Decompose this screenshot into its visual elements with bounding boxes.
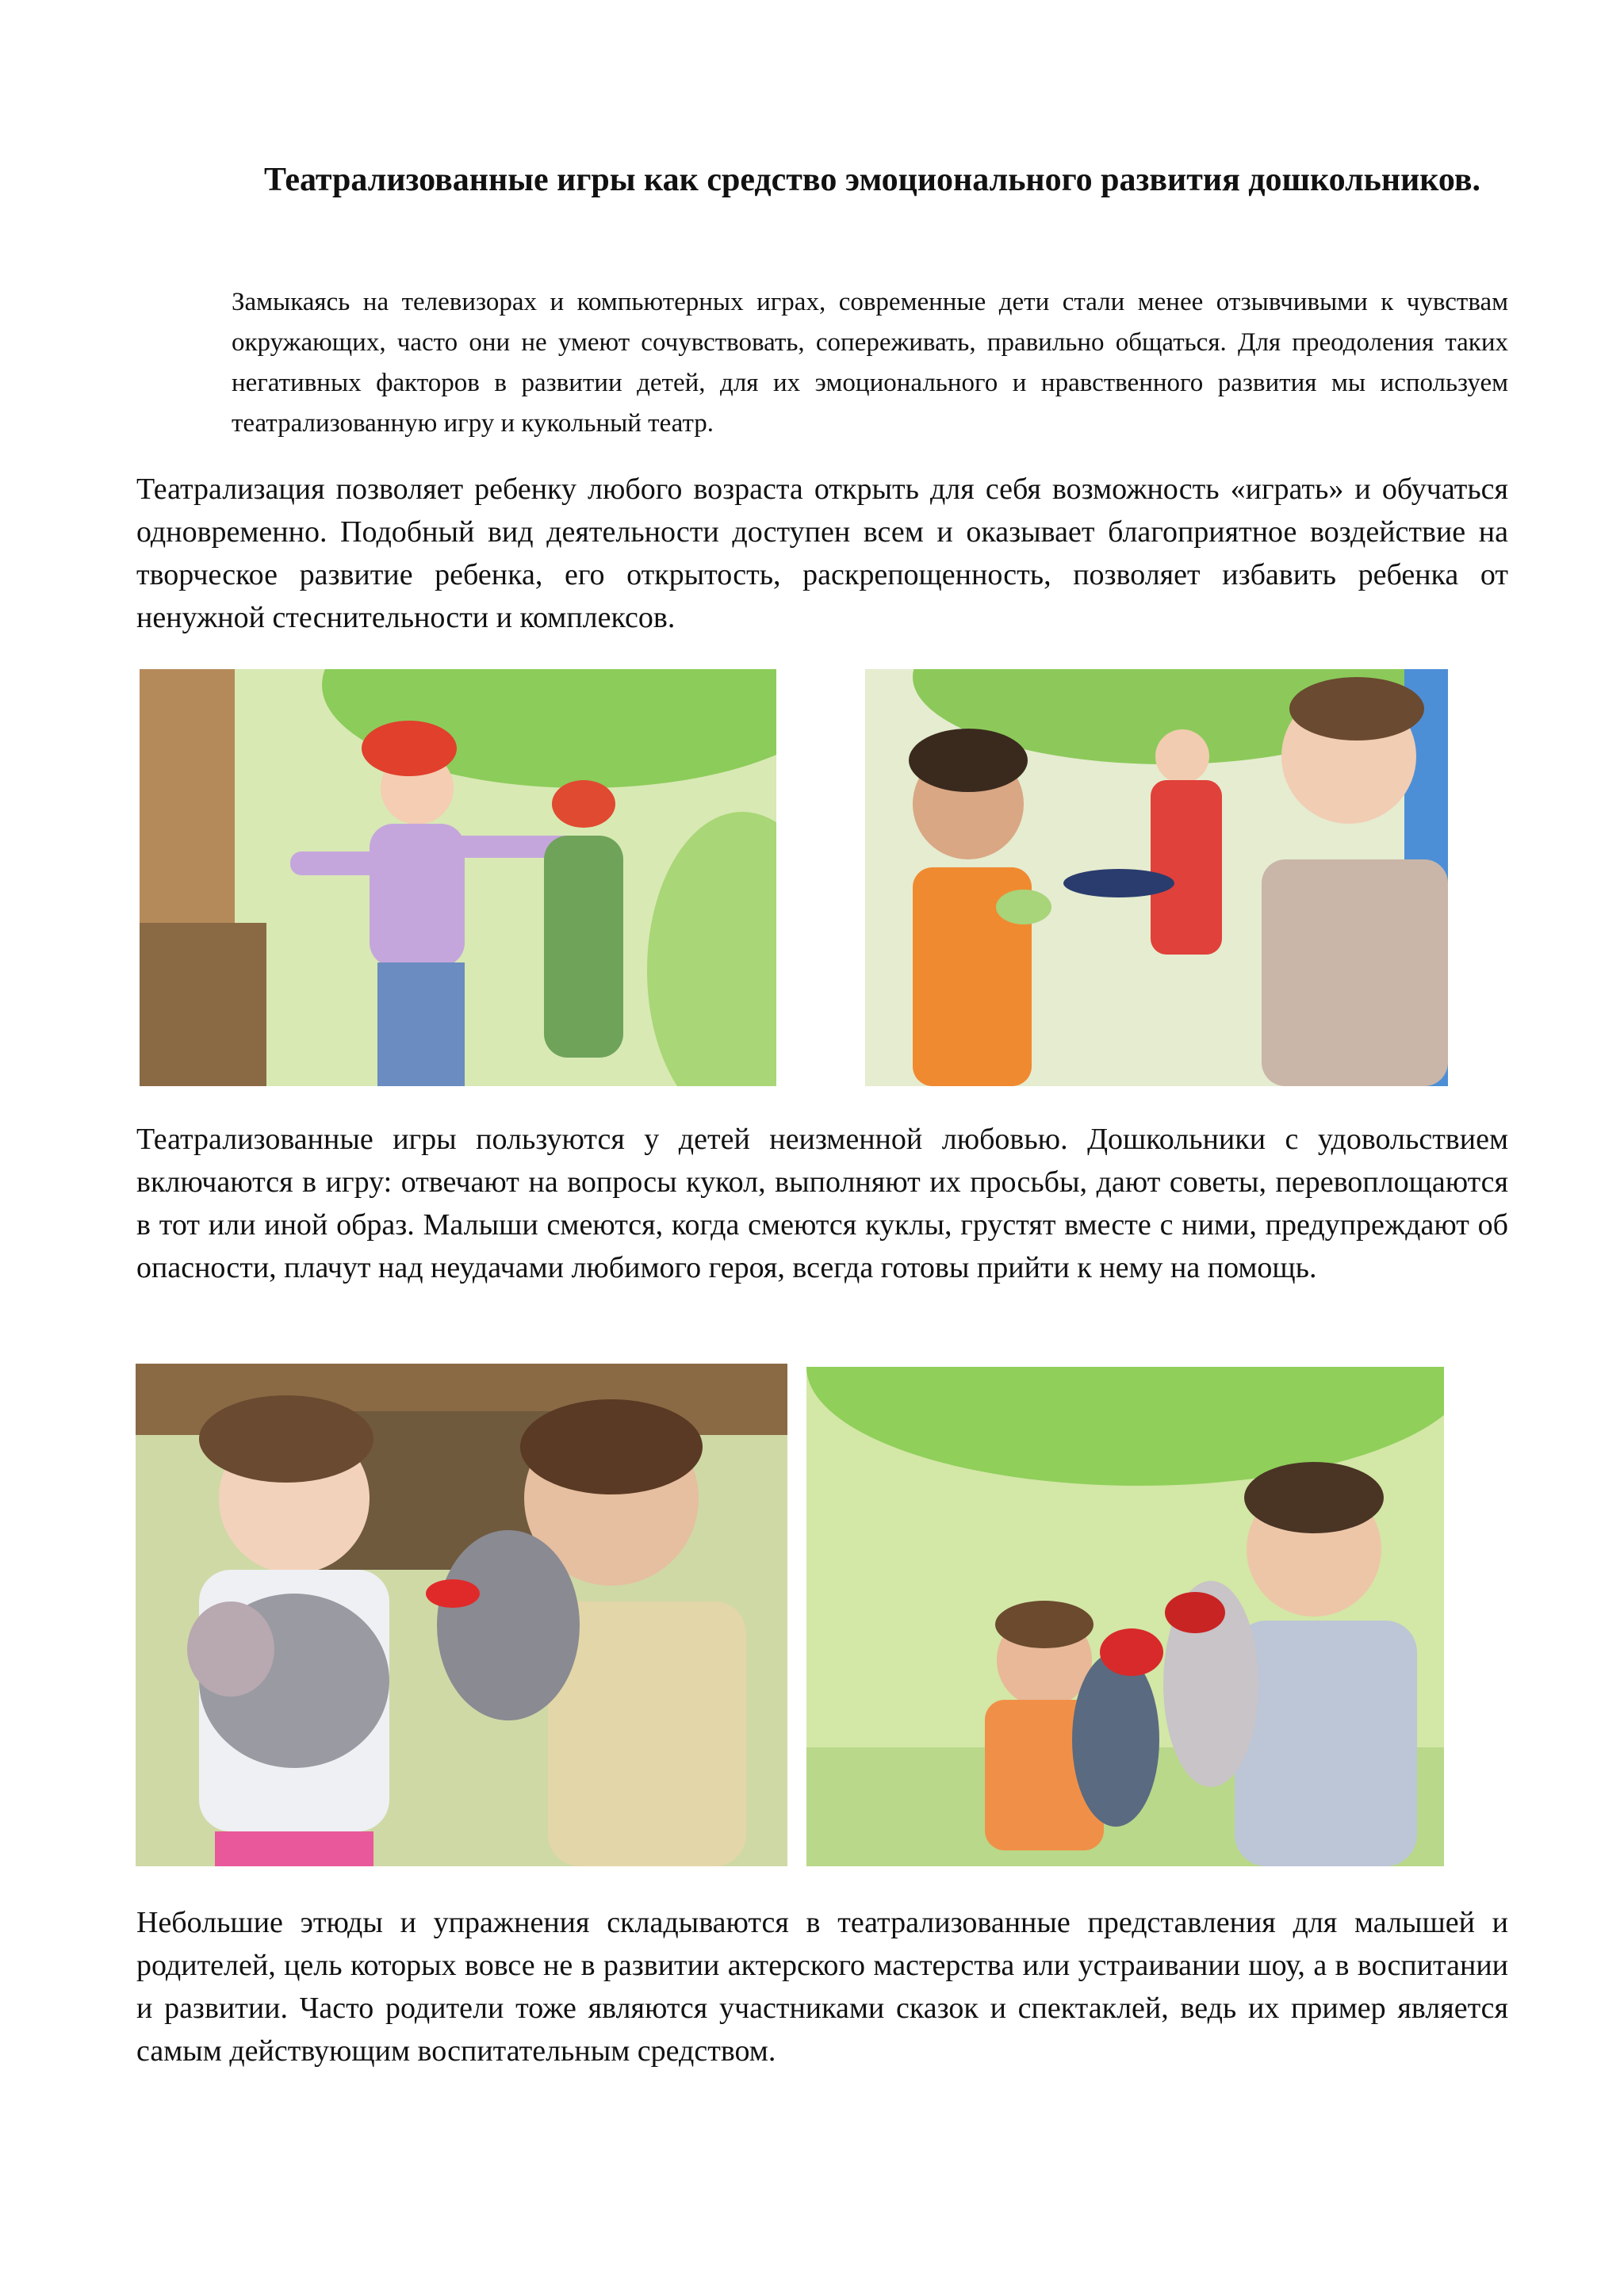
photo-elephant-bird-puppets xyxy=(136,1364,787,1866)
photo-boys-hand-puppets xyxy=(806,1367,1444,1866)
photo-boys-finger-puppets xyxy=(865,669,1448,1086)
intro-paragraph: Замыкаясь на телевизорах и компьютерных играх, современные дети стали менее отзывчивыми к чувствам окружающих, часто они не умеют сочувствовать, сопереживать, правильно общаться. Для преодоления таких негативных факторов в развитии детей, для их эмоционального и нравственного развития мы используем театрализованную игру и кукольный театр. xyxy=(232,288,1508,438)
paragraph-theatre-benefits: Театрализация позволяет ребенку любого возраста открыть для себя возможность «играть» и обучаться одновременно. Подобный вид деятельности доступен всем и оказывает благоприятное воздействие на творческое развитие ребенка, его открытость, раскрепощенность, позволяет избавить ребенка от ненужной стеснительности и комплексов. xyxy=(136,473,1508,634)
document-title: Театрализованные игры как средство эмоционального развития дошкольников. xyxy=(263,162,1481,198)
paragraph-children-love-games: Театрализованные игры пользуются у детей неизменной любовью. Дошкольники с удовольствием включаются в игру: отвечают на вопросы кукол, выполняют их просьбы, дают советы, перевоплощаются в тот или иной образ. Малыши смеются, когда смеются куклы, грустят вместе с ними, предупреждают об опасности, плачут над неудачами любимого героя, всегда готовы прийти к нему на помощь. xyxy=(136,1123,1508,1284)
paragraph-etudes-performances: Небольшие этюды и упражнения складываются в театрализованные представления для малышей и родителей, цель которых вовсе не в развитии актерского мастерства или устраивании шоу, а в воспитании и развитии. Часто родители тоже являются участниками сказок и спектаклей, ведь их пример является самым действующим воспитательным средством. xyxy=(136,1906,1508,2068)
photo-girls-flower-dance xyxy=(140,669,776,1086)
